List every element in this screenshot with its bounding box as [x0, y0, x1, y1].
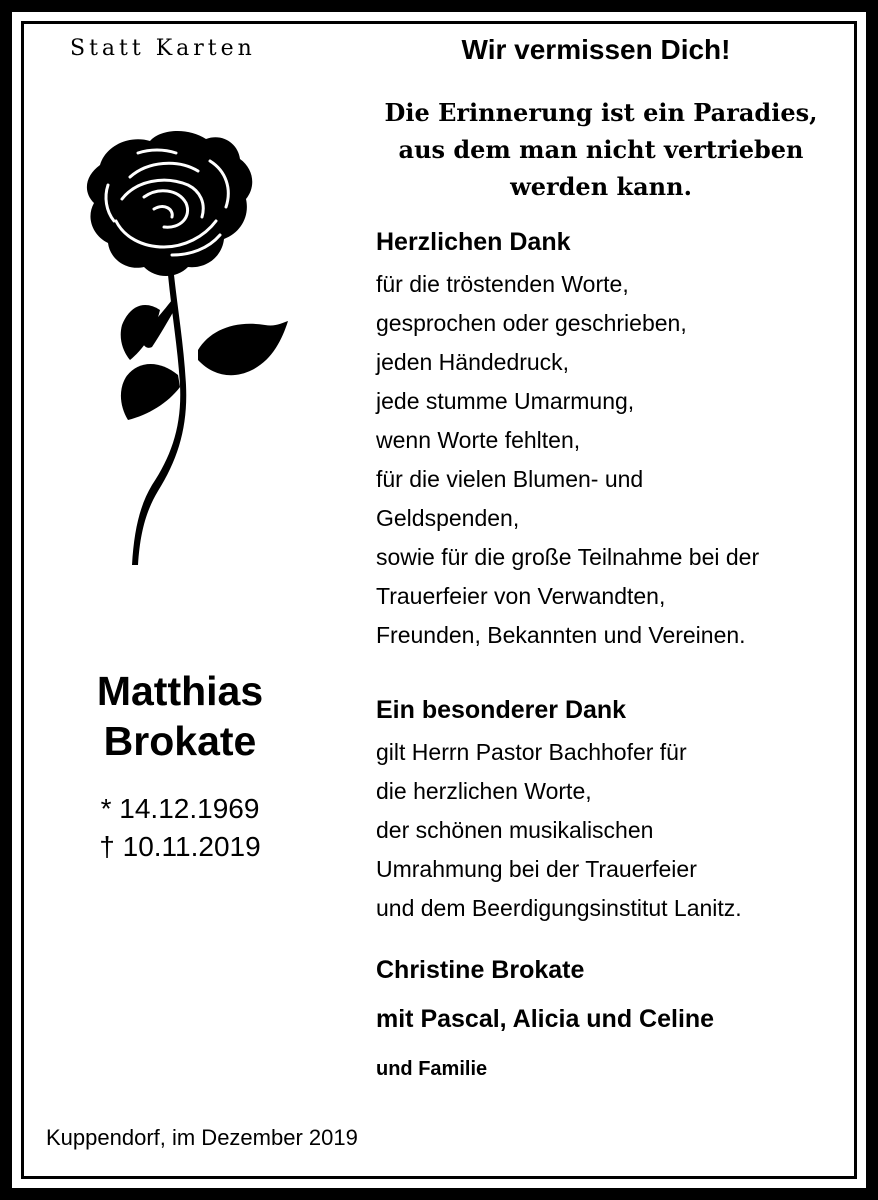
thanks-line: für die tröstenden Worte, — [376, 271, 629, 297]
signature-name: Christine Brokate — [376, 956, 585, 984]
place-and-date: Kuppendorf, im Dezember 2019 — [46, 1125, 358, 1150]
death-date: † 10.11.2019 — [99, 831, 261, 862]
signature-children: mit Pascal, Alicia und Celine — [376, 1005, 715, 1033]
thanks-title: Herzlichen Dank — [376, 228, 571, 256]
thanks-line: gesprochen oder geschrieben, — [376, 310, 687, 336]
statt-karten-label: Statt Karten — [70, 36, 256, 61]
signature-family: und Familie — [376, 1058, 488, 1080]
thanks-line: Trauerfeier von Verwandten, — [376, 583, 666, 609]
thanks-line: wenn Worte fehlten, — [376, 427, 581, 453]
thanks-line: für die vielen Blumen- und — [376, 466, 644, 492]
special-thanks-line: gilt Herrn Pastor Bachhofer für — [376, 739, 687, 765]
memorial-quote — [366, 94, 836, 205]
headline: Wir vermissen Dich! — [461, 34, 731, 65]
special-thanks-line: die herzlichen Worte, — [376, 778, 592, 804]
quote-line: werden kann. — [510, 172, 692, 201]
thanks-line: jede stumme Umarmung, — [376, 388, 635, 414]
thanks-line: sowie für die große Teilnahme bei der — [376, 544, 760, 570]
deceased-name — [60, 666, 300, 766]
birth-date: * 14.12.1969 — [100, 793, 260, 824]
quote-line: Die Erinnerung ist ein Paradies, — [384, 98, 818, 127]
special-thanks-line: und dem Beerdigungsinstitut Lanitz. — [376, 895, 742, 921]
life-dates — [60, 790, 300, 866]
thanks-line: jeden Händedruck, — [376, 349, 570, 375]
special-thanks-text — [376, 733, 742, 928]
special-thanks-line: Umrahmung bei der Trauerfeier — [376, 856, 697, 882]
deceased-last-name: Brokate — [103, 718, 257, 764]
thanks-text — [376, 265, 759, 655]
deceased-first-name: Matthias — [96, 668, 264, 714]
special-thanks-line: der schönen musikalischen — [376, 817, 654, 843]
quote-line: aus dem man nicht vertrieben — [398, 135, 804, 164]
thanks-line: Freunden, Bekannten und Vereinen. — [376, 622, 746, 648]
rose-icon — [60, 125, 300, 570]
special-thanks-title: Ein besonderer Dank — [376, 696, 627, 724]
thanks-line: Geldspenden, — [376, 505, 520, 531]
